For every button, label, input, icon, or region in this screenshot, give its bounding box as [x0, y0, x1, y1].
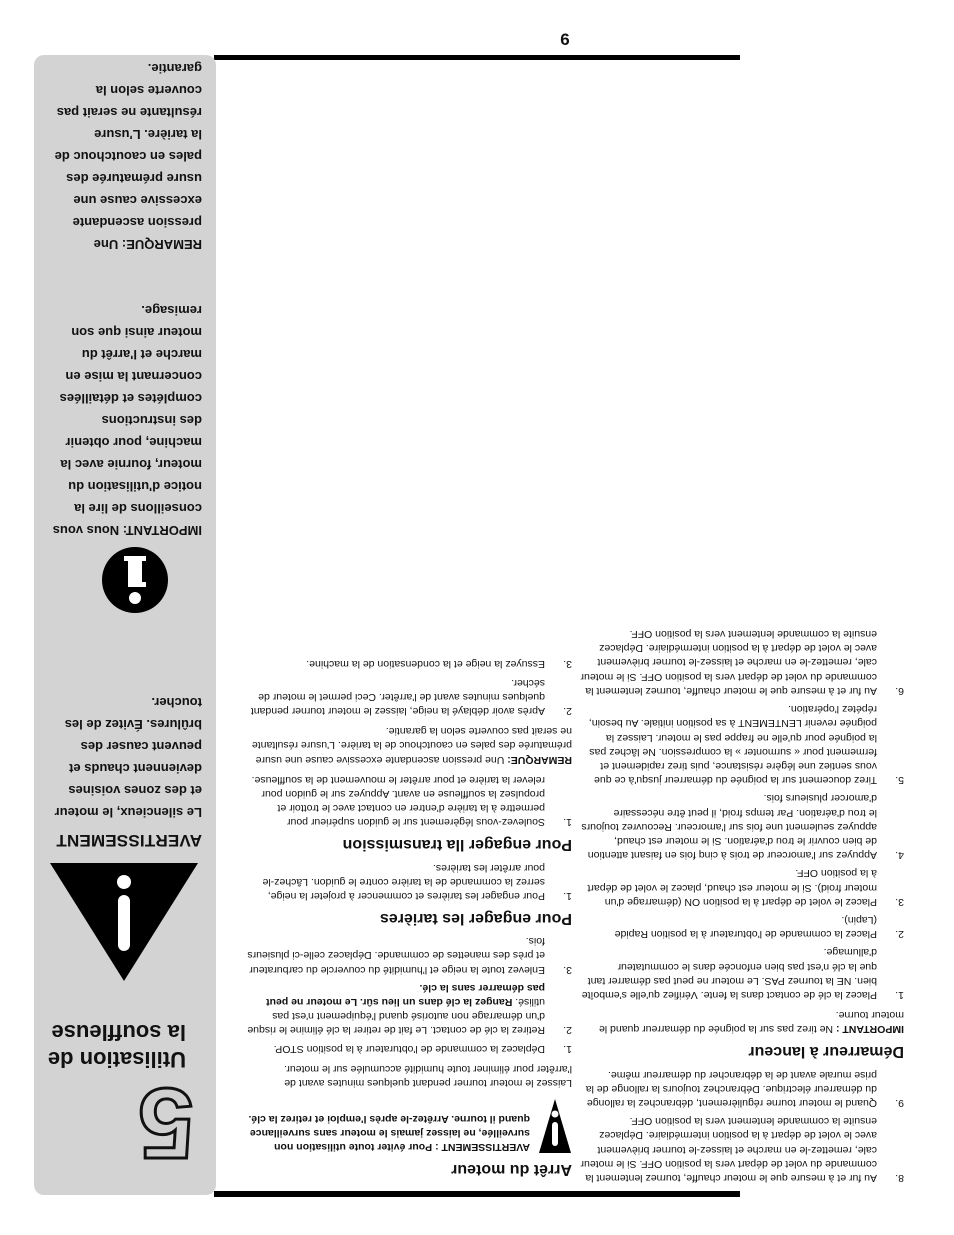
list-item: 3. Placez le volet de départ à la position ON (démarrage d'un moteur froid). Si le moteur est chaud, placez le volet de départ à la position OFF.: [587, 867, 904, 908]
info-circle-icon: [100, 545, 170, 615]
list-item: 2. Retirez la clé de contact. Le fait de retirer la clé élimine le risque d'un démarrage non autorisé quand l'équipement n'est pas utilisé. Rangez la clé dans un lieu sûr. Le moteur ne peut pas démarrer sans la clé.: [247, 981, 572, 1037]
list-item: 6. Au fur et à mesure que le moteur chauffe, tournez lentement la commande du volet de départ vers la position OFF. Si le moteur cale, remettez-le en marche et laissez-le tourner brièvement avec le volet de départ à la position intermédiaire. Déplacez ensuite la commande lentement vers la position OFF.: [580, 628, 904, 697]
list-item: 4. Appuyez sur l'amorceur de trois à cinq fois en faisant attention de bien couvrir le trou d'aération. Si le moteur est chaud, appuyez seulement une fois sur l'amorceur. Recouvrez toujours le trou d'aération. Par temps froid, il peut être nécessaire d'amorcer plusieurs fois.: [581, 792, 904, 862]
list-item: 1. Placez la clé de contact dans la fente. Vérifiez qu'elle s'emboîte bien. NE la tournez PAS. Le moteur ne peut pas démarrer tant que la clé n'est pas bien enfoncée dans le commutateur d'allumage.: [581, 946, 904, 1001]
warning-text: Le silencieux, le moteur et des zones voisines deviennent chauds et peuvent causer des brûlures. Évitez de les toucher.: [54, 695, 202, 820]
list-item: 5. Tirez doucement sur la poignée du démarreur jusqu'à ce que vous sentiez une légère résistance, puis tirez rapidement et fermement pour « surmonter » la compression. Ne lâchez pas la poignée pour qu'elle ne frappe pas le moteur. Laissez la poignée revenir LENTEMENT à sa position initiale. Au besoin, répétez l'opération.: [588, 703, 904, 787]
remark-note: REMARQUE: Une pression ascendante excessive cause une usure prématurée des pales en caoutchouc de la tarière. L'usure résultante ne serait pas couverte selon la garantie.: [251, 725, 572, 766]
list-item: 1. Déplacez la commande de l'obturateur à la position STOP.: [273, 1042, 572, 1055]
page-number: 6: [560, 30, 570, 49]
chapter-number: 5: [138, 1067, 194, 1179]
section-heading-recoil: Démarreur à lanceur: [748, 1043, 904, 1061]
list-item: 2. Placez la commande de l'obturateur à la position Rapide (Lapin).: [614, 913, 904, 941]
stop-warning: AVERTISSEMENT : Pour éviter toute utilisation non surveillée, ne laissez jamais le moteur sans surveillance quand il tourne. Arrêtez-le après l'emploi et retirez la clé.: [247, 1098, 572, 1154]
list-item: 9. Quand le moteur tourne régulièrement, débranchez la rallonge du démarreur électrique. Débranchez toujours la rallonge de la prise murale avant de la débrancher du démarreur même.: [585, 1068, 904, 1109]
important-note: IMPORTANT: Nous vous conseillons de lire la notice d'utilisation du moteur, fournie avec la machine, pour obtenir des instructions complétes et détaillées concernant la mise en marche et l'arrêt du moteur ainsi que son remisage.: [52, 303, 202, 538]
list-item: 1. Pour engager les tarières et commencer à projeter la neige, serrez la commande de la tarière contre le guidon. Lâchez-le pour arrêter les tarières.: [262, 861, 572, 902]
list-item: 3. Enlevez toute la neige et l'humidité du couvercle du carburateur et près des manettes de commande. Déplacez celle-ci plusieurs fois.: [247, 935, 572, 976]
list-item: 3. Essuyez la neige et la condensation de la machine.: [306, 658, 572, 671]
top-rule: [214, 1191, 740, 1197]
section-heading-augers: Pour engager les tarières: [379, 909, 572, 927]
important-note: IMPORTANT : Ne tirez pas sur la poignée du démarreur quand le moteur tourne.: [598, 1009, 904, 1036]
warning-title: AVERTISSEMENT: [56, 831, 202, 850]
chapter-sidebar: [34, 55, 216, 1195]
column-1: [579, 621, 904, 1185]
small-warning-triangle-icon: [538, 1098, 572, 1154]
section-heading-stop: Arrêt du moteur: [451, 1161, 572, 1178]
bottom-rule: [214, 55, 740, 60]
remark-note: REMARQUE: Une pression ascendante excessive cause une usure prématurée des pales en caoutchouc de la tarière. L'usure résultante ne serait pas couverte selon la garantie.: [54, 61, 202, 252]
list-item: 8. Au fur et à mesure que le moteur chauffe, tournez lentement la commande du volet de départ vers la position OFF. Si le moteur cale, remettez-le en marche et laissez-le tourner brièvement avec le volet de départ à la position intermédiaire. Déplacez ensuite la commande lentement vers la position OFF.: [580, 1115, 904, 1184]
list-item: 1. Soulevez-vous légèrement sur le guidon supérieur pour permettre à la tarière d'entrer en contact avec le trottoir et propulsez la souffleuse en avant. Appuyez sur le guidon pour relever la tarière et pour arrêter le mouvement de la souffleuse.: [251, 773, 572, 829]
section-heading-drive: Pour engager lla transmission: [342, 836, 572, 854]
chapter-title: Utilisation de la souffleuse: [47, 1020, 186, 1072]
column-2: [247, 651, 572, 1185]
stop-intro: Laissez le moteur tourner pendant quelques minutes avant de l'arrêter pour éliminer toute humidité accumulée sur le moteur.: [284, 1062, 572, 1089]
warning-triangle-icon: [48, 861, 200, 983]
list-item: 2. Après avoir déblayé la neige, laissez le moteur tourner pendant quelques minutes avant de l'arrêter. Ceci permet le moteur de sécher.: [250, 676, 572, 717]
